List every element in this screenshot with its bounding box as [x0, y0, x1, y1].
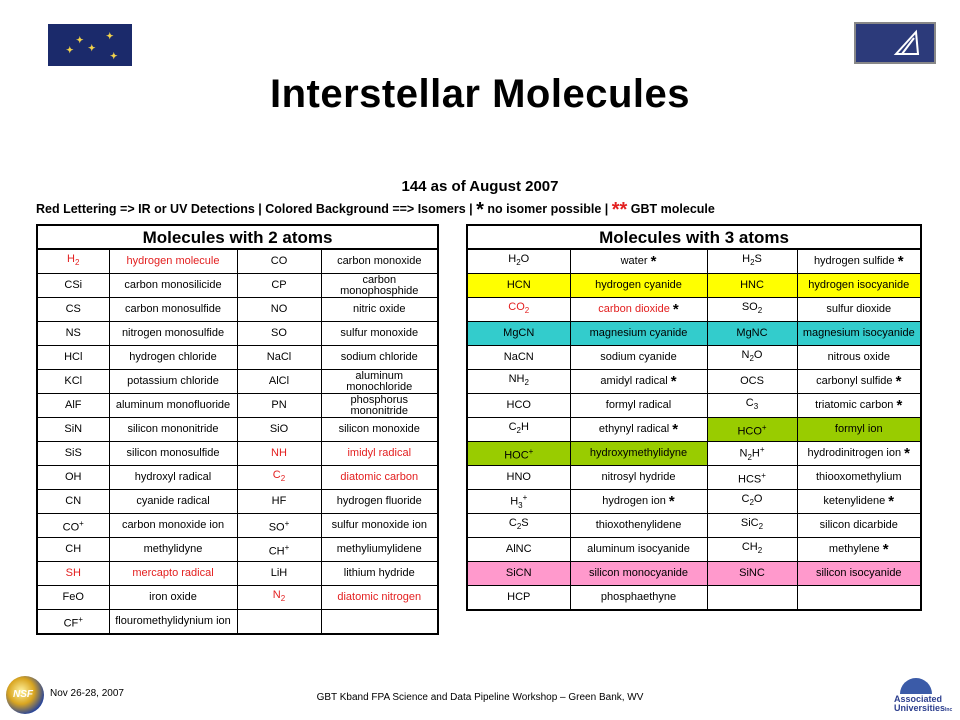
molecule-formula: HCP: [467, 586, 570, 611]
nsf-logo: NSF: [6, 676, 44, 714]
molecule-name: potassium chloride: [109, 370, 237, 394]
molecule-name: diatomic carbon: [321, 466, 438, 490]
molecule-name: sodium cyanide: [570, 346, 707, 370]
table-row: [467, 562, 921, 586]
molecule-name: cyanide radical: [109, 490, 237, 514]
molecule-formula: MgNC: [707, 322, 797, 346]
molecule-name: hydrogen molecule: [109, 249, 237, 274]
subtitle: 144 as of August 2007: [401, 178, 559, 195]
legend-star-1: *: [476, 199, 484, 221]
molecule-name: mercapto radical: [109, 562, 237, 586]
table-row: [467, 370, 921, 394]
molecule-name: sodium chloride: [321, 346, 438, 370]
molecule-name: hydrogen chloride: [109, 346, 237, 370]
table-row: [37, 610, 438, 635]
molecule-formula: $H_2S$: [707, 249, 797, 274]
molecule-name: ketenylidene *: [797, 490, 921, 514]
molecule-name: silicon dicarbide: [797, 514, 921, 538]
footer-text: GBT Kband FPA Science and Data Pipeline Workshop – Green Bank, WV: [316, 692, 644, 703]
molecule-formula: $H_2O$: [467, 249, 570, 274]
molecule-formula: $CH_2$: [707, 538, 797, 562]
empty-cell: [797, 586, 921, 611]
table-row: [467, 274, 921, 298]
molecule-formula: NaCl: [237, 346, 321, 370]
molecule-formula: $CO_2$: [467, 298, 570, 322]
molecule-formula: CH: [37, 538, 109, 562]
molecule-formula: MgCN: [467, 322, 570, 346]
molecule-name: carbon monoxide: [321, 249, 438, 274]
molecule-formula: CN: [37, 490, 109, 514]
table-row: [37, 442, 438, 466]
table-row: [37, 298, 438, 322]
table-row: [37, 394, 438, 418]
empty-cell: [321, 610, 438, 635]
table-row: [37, 322, 438, 346]
molecule-formula: AlF: [37, 394, 109, 418]
molecule-formula: CP: [237, 274, 321, 298]
molecule-formula: $C_2S$: [467, 514, 570, 538]
table-row: [37, 586, 438, 610]
molecule-name: water *: [570, 249, 707, 274]
molecule-name: methylidyne: [109, 538, 237, 562]
molecule-name: thiooxomethylium: [797, 466, 921, 490]
legend-text-2: no isomer possible |: [483, 202, 612, 216]
molecule-name: imidyl radical: [321, 442, 438, 466]
table-row: [37, 466, 438, 490]
molecule-name: hydroxyl radical: [109, 466, 237, 490]
molecule-name: nitrosyl hydride: [570, 466, 707, 490]
molecule-name: hydrogen fluoride: [321, 490, 438, 514]
molecule-name: carbon monophosphide: [321, 274, 438, 298]
molecule-formula: KCl: [37, 370, 109, 394]
molecule-formula: SO+: [237, 514, 321, 538]
table-row: [467, 466, 921, 490]
table-row: [467, 322, 921, 346]
molecule-formula: PN: [237, 394, 321, 418]
molecule-name: sulfur monoxide ion: [321, 514, 438, 538]
molecule-formula: OH: [37, 466, 109, 490]
globe-icon: [900, 678, 932, 694]
legend-text-3: GBT molecule: [627, 202, 715, 216]
molecule-formula: SO: [237, 322, 321, 346]
molecule-name: nitric oxide: [321, 298, 438, 322]
table-row: [467, 586, 921, 611]
molecule-name: nitrous oxide: [797, 346, 921, 370]
table-row: [467, 418, 921, 442]
molecule-formula: $H_2$: [37, 249, 109, 274]
table-row: [37, 538, 438, 562]
molecule-formula: SiO: [237, 418, 321, 442]
table-row: [467, 346, 921, 370]
table-row: [467, 538, 921, 562]
molecule-formula: HNO: [467, 466, 570, 490]
molecule-name: diatomic nitrogen: [321, 586, 438, 610]
molecule-name: nitrogen monosulfide: [109, 322, 237, 346]
table-header: Molecules with 2 atoms: [37, 225, 438, 249]
molecule-name: sulfur dioxide: [797, 298, 921, 322]
molecule-formula: OCS: [707, 370, 797, 394]
molecule-formula: NS: [37, 322, 109, 346]
page-title: Interstellar Molecules: [269, 72, 691, 116]
molecule-formula: $C_3$: [707, 394, 797, 418]
footer-date: Nov 26-28, 2007: [50, 688, 124, 699]
legend-star-2: **: [611, 199, 628, 221]
legend-text-1: Red Lettering => IR or UV Detections | Colored Background ==> Isomers |: [36, 202, 477, 216]
alaska-flag-logo: ✦ ✦ ✦ ✦ ✦: [48, 24, 132, 66]
molecule-formula: CO: [237, 249, 321, 274]
molecule-name: formyl radical: [570, 394, 707, 418]
molecule-formula: HOC+: [467, 442, 570, 466]
table-row: [37, 274, 438, 298]
molecule-formula: NO: [237, 298, 321, 322]
molecule-name: carbon monosulfide: [109, 298, 237, 322]
molecule-formula: CH+: [237, 538, 321, 562]
molecule-formula: SiN: [37, 418, 109, 442]
molecule-name: aluminum monofluoride: [109, 394, 237, 418]
molecule-formula: $N_2$: [237, 586, 321, 610]
molecule-formula: $H_3^+$: [467, 490, 570, 514]
table-row: [37, 562, 438, 586]
molecule-name: flouromethylidynium ion: [109, 610, 237, 635]
molecule-name: carbon monosilicide: [109, 274, 237, 298]
molecule-name: hydrogen cyanide: [570, 274, 707, 298]
molecule-formula: LiH: [237, 562, 321, 586]
molecule-name: sulfur monoxide: [321, 322, 438, 346]
molecule-formula: HCl: [37, 346, 109, 370]
molecule-formula: $NH_2$: [467, 370, 570, 394]
molecule-name: hydrogen isocyanide: [797, 274, 921, 298]
table-header: Molecules with 3 atoms: [467, 225, 921, 249]
molecule-formula: HNC: [707, 274, 797, 298]
molecule-formula: CO+: [37, 514, 109, 538]
molecule-formula: CS: [37, 298, 109, 322]
molecule-formula: $N_2H^+$: [707, 442, 797, 466]
molecule-name: formyl ion: [797, 418, 921, 442]
table-row: [467, 442, 921, 466]
molecule-name: methyliumylidene: [321, 538, 438, 562]
molecule-formula: $C_2O$: [707, 490, 797, 514]
gbt-telescope-logo: [854, 22, 936, 64]
molecule-formula: $C_2$: [237, 466, 321, 490]
empty-cell: [237, 610, 321, 635]
molecule-name: amidyl radical *: [570, 370, 707, 394]
molecule-name: hydroxymethylidyne: [570, 442, 707, 466]
molecule-formula: SiCN: [467, 562, 570, 586]
molecule-formula: FeO: [37, 586, 109, 610]
molecule-name: aluminum monochloride: [321, 370, 438, 394]
molecule-name: aluminum isocyanide: [570, 538, 707, 562]
table-row: [467, 514, 921, 538]
table-row: [467, 249, 921, 274]
molecule-name: silicon mononitride: [109, 418, 237, 442]
molecule-name: triatomic carbon *: [797, 394, 921, 418]
table-row: [467, 394, 921, 418]
table-row: [37, 346, 438, 370]
molecule-formula: HF: [237, 490, 321, 514]
molecule-formula: NaCN: [467, 346, 570, 370]
molecule-name: carbon dioxide *: [570, 298, 707, 322]
molecule-name: phosphorus mononitride: [321, 394, 438, 418]
table-two-atoms: [36, 224, 439, 635]
molecule-name: lithium hydride: [321, 562, 438, 586]
aui-logo: Associated UniversitiesInc: [880, 678, 956, 714]
molecule-name: silicon monocyanide: [570, 562, 707, 586]
molecule-name: carbon monoxide ion: [109, 514, 237, 538]
table-row: [467, 490, 921, 514]
molecule-name: silicon monoxide: [321, 418, 438, 442]
molecule-name: ethynyl radical *: [570, 418, 707, 442]
table-three-atoms: [466, 224, 922, 611]
molecule-formula: $N_2O$: [707, 346, 797, 370]
molecule-name: hydrodinitrogen ion *: [797, 442, 921, 466]
molecule-formula: AlCl: [237, 370, 321, 394]
legend: [36, 199, 924, 222]
table-row: [37, 370, 438, 394]
molecule-formula: SiS: [37, 442, 109, 466]
molecule-formula: $C_2H$: [467, 418, 570, 442]
molecule-name: phosphaethyne: [570, 586, 707, 611]
table-row: [467, 298, 921, 322]
molecule-formula: HCO+: [707, 418, 797, 442]
molecule-name: silicon monosulfide: [109, 442, 237, 466]
molecule-name: magnesium isocyanide: [797, 322, 921, 346]
molecule-formula: SiC$_2$: [707, 514, 797, 538]
empty-cell: [707, 586, 797, 611]
molecule-name: carbonyl sulfide *: [797, 370, 921, 394]
molecule-formula: HCO: [467, 394, 570, 418]
molecule-formula: NH: [237, 442, 321, 466]
table-row: [37, 249, 438, 274]
molecule-name: thioxothenylidene: [570, 514, 707, 538]
molecule-formula: HCN: [467, 274, 570, 298]
molecule-name: hydrogen sulfide *: [797, 249, 921, 274]
table-row: [37, 514, 438, 538]
molecule-formula: HCS+: [707, 466, 797, 490]
molecule-name: silicon isocyanide: [797, 562, 921, 586]
molecule-name: magnesium cyanide: [570, 322, 707, 346]
molecule-formula: AlNC: [467, 538, 570, 562]
molecule-formula: $SO_2$: [707, 298, 797, 322]
molecule-name: iron oxide: [109, 586, 237, 610]
molecule-formula: CSi: [37, 274, 109, 298]
table-row: [37, 418, 438, 442]
molecule-name: methylene *: [797, 538, 921, 562]
molecule-formula: SH: [37, 562, 109, 586]
molecule-formula: CF+: [37, 610, 109, 635]
molecule-formula: SiNC: [707, 562, 797, 586]
molecule-name: hydrogen ion *: [570, 490, 707, 514]
table-row: [37, 490, 438, 514]
